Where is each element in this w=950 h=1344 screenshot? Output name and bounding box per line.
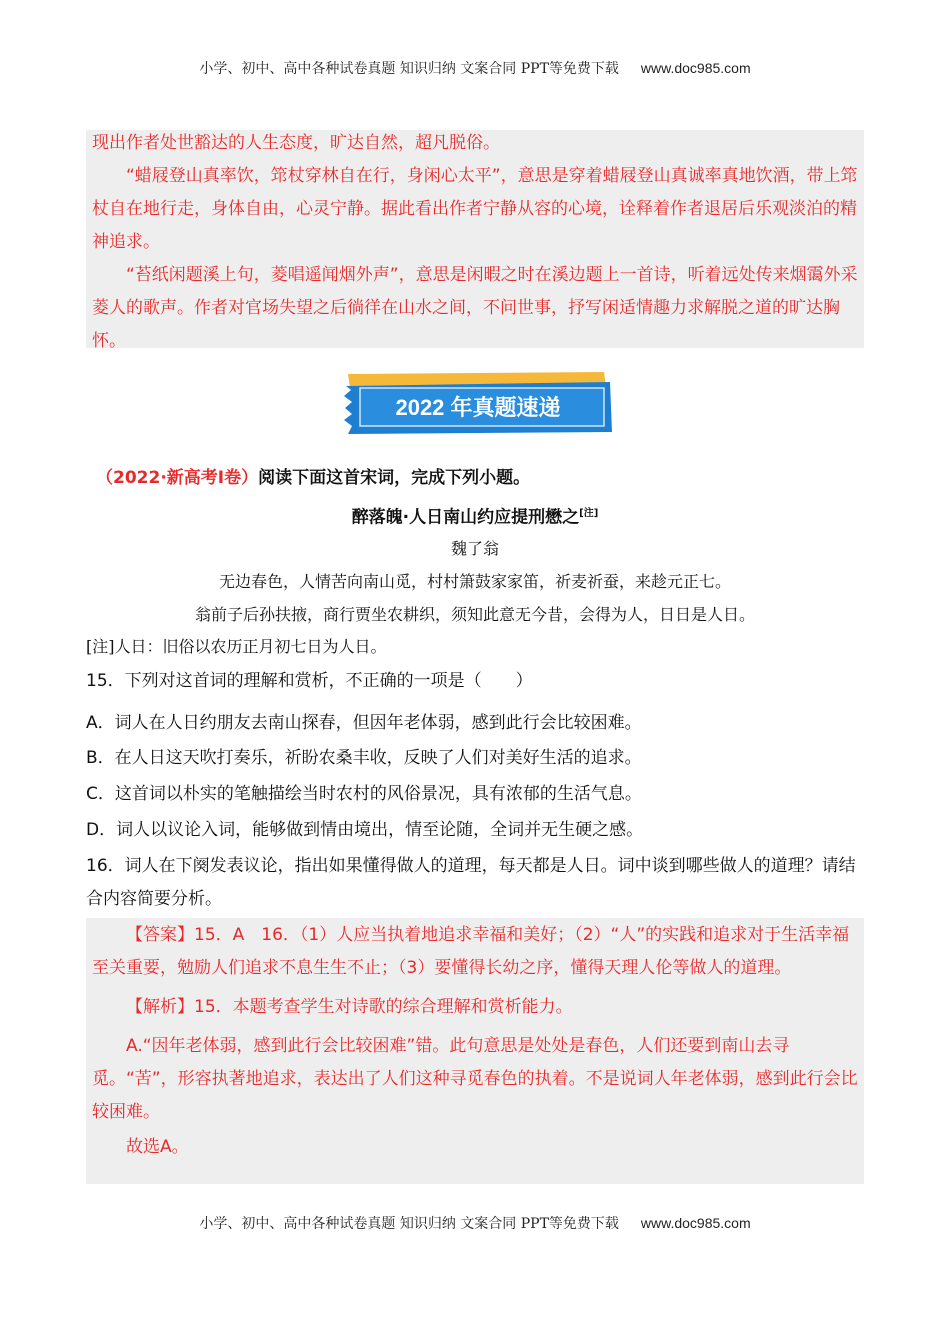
answer-choice: 故选A。	[126, 1137, 189, 1157]
poem-line-1: 无边春色，人情苦向南山觅，村村箫鼓家家笛，祈麦祈蚕，来趁元正七。	[218, 572, 731, 591]
analysis-text: 【解析】15．本题考查学生对诗歌的综合理解和赏析能力。	[126, 997, 573, 1017]
option-a: A．词人在人日约朋友去南山探春，但因年老体弱，感到此行会比较困难。	[86, 713, 642, 733]
option-b: B．在人日这天吹打奏乐，祈盼农桑丰收，反映了人们对美好生活的追求。	[86, 748, 642, 768]
poem-author: 魏了翁	[450, 539, 499, 558]
page-footer	[0, 1213, 950, 1233]
section-banner	[342, 372, 614, 436]
option-d: D．词人以议论入词，能够做到情由境出，情至论随，全词并无生硬之感。	[86, 820, 644, 840]
question-intro-line	[96, 462, 874, 495]
question-16: 16．词人在下阕发表议论，指出如果懂得做人的道理，每天都是人日。词中谈到哪些做人的道理？请结合内容简要分析。	[86, 856, 856, 909]
top-para-1: 现出作者处世豁达的人生态度，旷达自然，超凡脱俗。	[92, 133, 500, 153]
footer-text: 小学、初中、高中各种试卷真题 知识归纳 文案合同 PPT等免费下载	[199, 1216, 619, 1232]
poem-title-line	[86, 497, 864, 535]
top-explanation-box	[86, 130, 864, 351]
answer-box	[86, 918, 864, 1184]
option-c: C．这首词以朴实的笔触描绘当时农村的风俗景况，具有浓郁的生活气息。	[86, 784, 642, 804]
page-header	[0, 58, 950, 78]
poem-title: 醉落魄·人日南山约应提刑懋之	[351, 507, 580, 528]
question-intro: 阅读下面这首宋词，完成下列小题。	[258, 468, 531, 488]
header-url[interactable]: www.doc985.com	[640, 60, 751, 76]
banner-title: 2022 年真题速递	[395, 395, 561, 420]
poem-note: [注]人日：旧俗以农历正月初七日为人日。	[86, 637, 387, 656]
top-para-2: “蜡屐登山真率饮，筇杖穿林自在行，身闲心太平”，意思是穿着蜡屐登山真诚率真地饮酒，带上筇杖自在地行走，身体自由，心灵宁静。据此看出作者宁静从容的心境，诠释着作者退居后乐观淡泊的精神追求。	[92, 166, 858, 252]
poem-note-mark: [注]	[579, 508, 599, 519]
answer-text: 【答案】15．A 16．（1）人应当执着地追求幸福和美好；（2）“人”的实践和追求对于生活幸福至关重要，勉励人们追求不息生生不止；（3）要懂得长幼之序，懂得天理人伦等做人的道理。	[92, 925, 850, 978]
top-para-3: “苔纸闲题溪上句，菱唱遥闻烟外声”，意思是闲暇之时在溪边题上一首诗，听着远处传来烟霭外采菱人的歌声。作者对官场失望之后徜徉在山水之间，不问世事，抒写闲适情趣力求解脱之道的旷达胸怀。	[92, 265, 858, 351]
header-text: 小学、初中、高中各种试卷真题 知识归纳 文案合同 PPT等免费下载	[199, 61, 619, 77]
question-source: （2022·新高考Ⅰ卷）	[96, 468, 259, 488]
analysis-detail: A.“因年老体弱，感到此行会比较困难”错。此句意思是处处是春色，人们还要到南山去寻觅。“苦”，形容执著地追求，表达出了人们这种寻觅春色的执着。不是说词人年老体弱，感到此行会比较困难。	[92, 1036, 858, 1122]
poem-line-2: 翁前子后孙扶掖，商行贾坐农耕织，须知此意无今昔，会得为人，日日是人日。	[194, 605, 755, 624]
question-15: 15．下列对这首词的理解和赏析，不正确的一项是（ ）	[86, 671, 533, 691]
footer-url[interactable]: www.doc985.com	[640, 1215, 751, 1231]
